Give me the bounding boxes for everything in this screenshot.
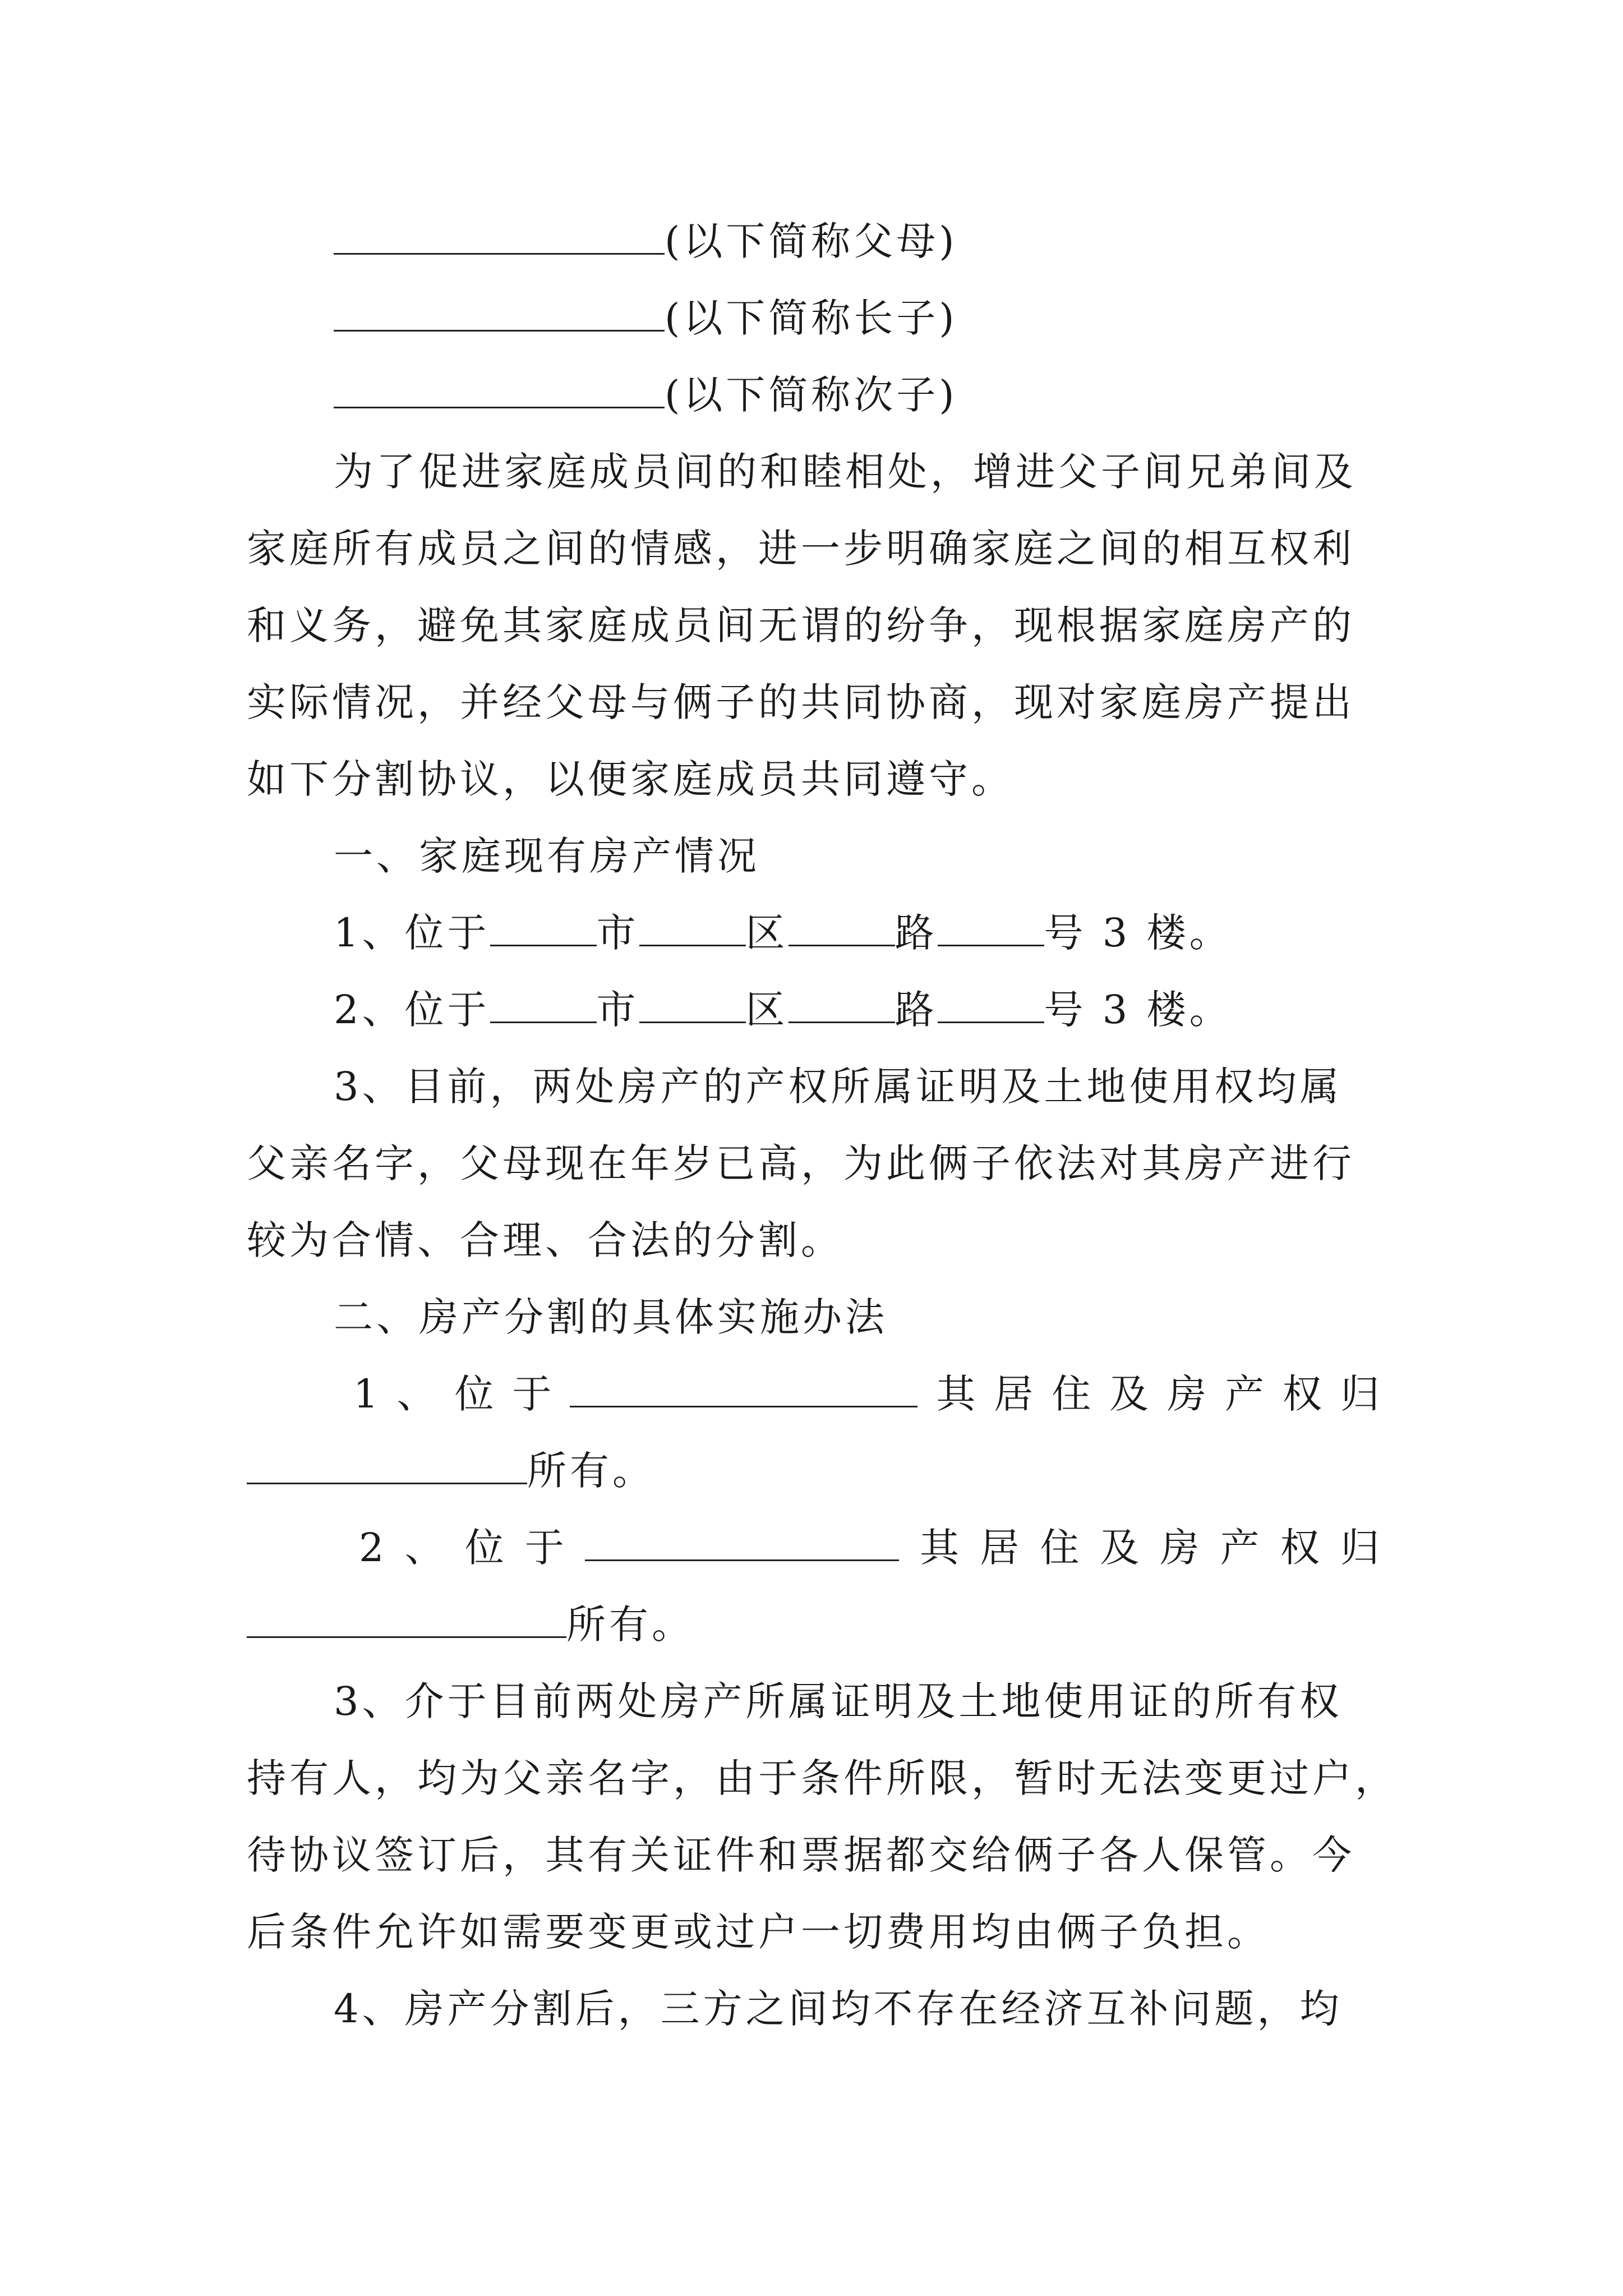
preamble-line: 为了促进家庭成员间的和睦相处，增进父子间兄弟间及 [334,449,1357,495]
preamble-line: 和义务，避免其家庭成员间无谓的纷争，现根据家庭房产的 [247,602,1355,648]
section1-item1 [334,908,1232,958]
city-blank[interactable] [490,912,597,946]
party-younger-son-line [334,370,958,420]
item1-number: 1、位于 [334,910,490,956]
item2-tail: 所有。 [566,1602,694,1648]
city-blank[interactable] [490,989,597,1023]
item1-char: 归 [1340,1371,1380,1417]
item2-sep: 、 [404,1525,444,1571]
district-label: 区 [745,987,789,1033]
item1-char: 居 [994,1371,1034,1417]
section1-heading: 一、家庭现有房产情况 [334,833,760,879]
section2-item3-line: 3、介于目前两处房产所属证明及土地使用证的所有权 [334,1678,1343,1724]
section2-item1-line [247,1369,1380,1419]
city-label: 市 [596,987,639,1033]
elder-son-name-blank[interactable] [334,297,665,332]
item2-char: 住 [1040,1525,1080,1571]
preamble-line: 家庭所有成员之间的情感，进一步明确家庭之间的相互权利 [247,526,1355,572]
floor-label: 号 3 楼。 [1044,910,1232,956]
location-blank[interactable] [570,1373,917,1407]
section1-item3-line: 3、目前，两处房产的产权所属证明及土地使用权均属 [334,1064,1343,1110]
item1-number: 1 [353,1371,379,1417]
district-blank[interactable] [639,989,746,1023]
section2-item2-owner-line [247,1599,694,1650]
younger-son-suffix: (以下简称次子) [665,372,958,418]
item2-char: 位 [464,1525,504,1571]
section2-item4-line: 4、房产分割后，三方之间均不存在经济互补问题，均 [334,1986,1343,2032]
item2-char: 权 [1280,1525,1320,1571]
party-elder-son-line [334,293,958,343]
party-parents-line [334,216,958,266]
section2-item2-line [247,1522,1380,1573]
section2-item3-line: 后条件允许如需要变更或过户一切费用均由俩子负担。 [247,1909,1270,1955]
item2-char: 其 [920,1525,960,1571]
district-blank[interactable] [639,912,746,946]
district-label: 区 [745,910,789,956]
road-blank[interactable] [789,989,895,1023]
item1-char: 位 [454,1371,494,1417]
number-blank[interactable] [938,912,1044,946]
section2-heading: 二、房产分割的具体实施办法 [334,1294,888,1340]
parents-name-blank[interactable] [334,220,665,255]
section2-item1-owner-line [247,1446,655,1496]
item1-tail: 所有。 [527,1448,655,1494]
item2-char: 归 [1340,1525,1380,1571]
section1-item3-line: 较为合情、合理、合法的分割。 [247,1217,843,1263]
parents-suffix: (以下简称父母) [665,218,958,264]
city-label: 市 [596,910,639,956]
elder-son-suffix: (以下简称长子) [665,295,958,341]
road-label: 路 [895,910,938,956]
item1-char: 于 [512,1371,552,1417]
number-blank[interactable] [938,989,1044,1023]
item2-number: 2 [359,1525,384,1571]
item2-char: 于 [524,1525,564,1571]
section2-item3-line: 持有人，均为父亲名字，由于条件所限，暂时无法变更过户， [247,1755,1398,1801]
road-blank[interactable] [789,912,895,946]
owner-blank[interactable] [247,1604,566,1638]
item2-char: 居 [980,1525,1020,1571]
preamble-line: 实际情况，并经父母与俩子的共同协商，现对家庭房产提出 [247,679,1355,725]
section1-item2 [334,984,1232,1035]
item1-char: 产 [1225,1371,1265,1417]
item1-char: 权 [1283,1371,1322,1417]
item1-char: 其 [936,1371,976,1417]
item2-number: 2、位于 [334,987,490,1033]
younger-son-name-blank[interactable] [334,374,665,408]
preamble-line: 如下分割协议，以便家庭成员共同遵守。 [247,756,1014,802]
item1-char: 及 [1109,1371,1149,1417]
item2-char: 房 [1160,1525,1200,1571]
section1-item3-line: 父亲名字，父母现在年岁已高，为此俩子依法对其房产进行 [247,1140,1355,1186]
item2-char: 产 [1220,1525,1260,1571]
item2-char: 及 [1100,1525,1140,1571]
owner-blank[interactable] [247,1450,527,1484]
item1-sep: 、 [396,1371,436,1417]
item1-char: 住 [1052,1371,1091,1417]
location-blank[interactable] [585,1527,899,1561]
road-label: 路 [895,987,938,1033]
floor-label: 号 3 楼。 [1044,987,1232,1033]
item1-char: 房 [1167,1371,1207,1417]
section2-item3-line: 待协议签订后，其有关证件和票据都交给俩子各人保管。今 [247,1832,1355,1878]
